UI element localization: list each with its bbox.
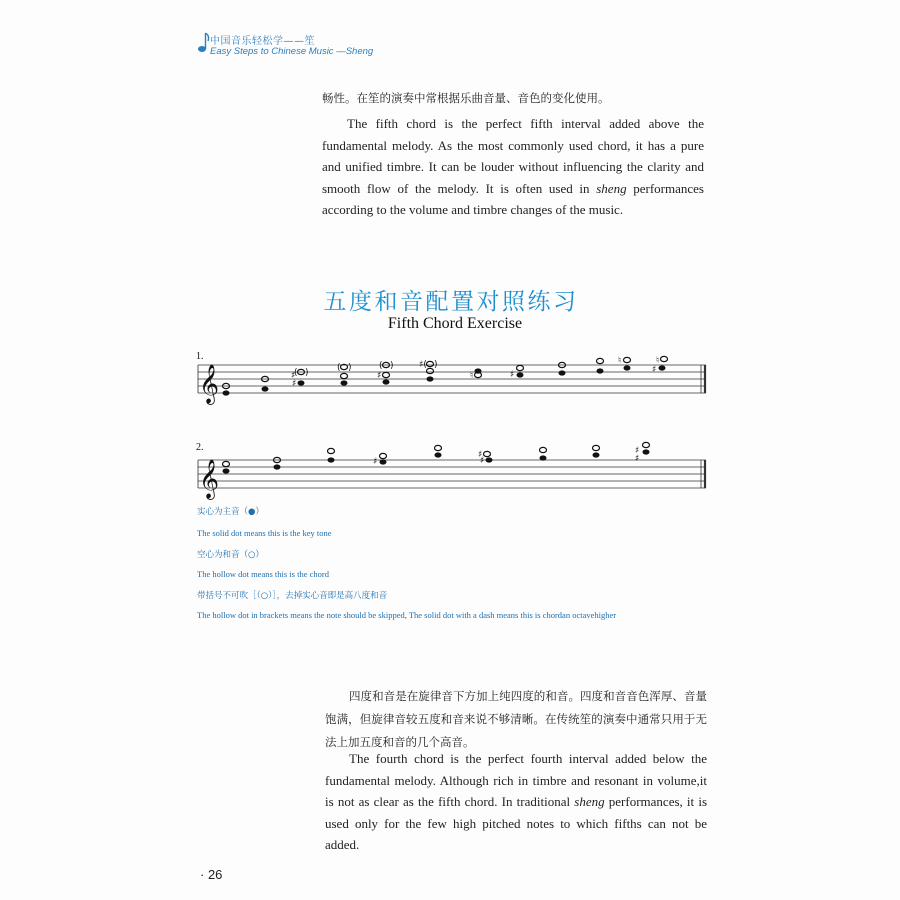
svg-text:): ) bbox=[348, 363, 352, 373]
music-note-icon bbox=[197, 30, 211, 54]
svg-text:♯: ♯ bbox=[510, 370, 515, 380]
svg-text:♯: ♯ bbox=[635, 454, 640, 464]
treble-clef-icon: 𝄞 bbox=[199, 364, 220, 404]
score-line2-label: 2. bbox=[196, 442, 204, 453]
paragraph2-en: The fourth chord is the perfect fourth interval added below the fundamental melody. Although rich in timbre and resonant in volume,it is not as clear as the fifth chord. In traditional sheng performances, it is used only for the few high pitched notes to which fifths can not be added. bbox=[325, 751, 708, 852]
staff-line2 bbox=[198, 460, 706, 488]
running-header bbox=[197, 30, 437, 60]
svg-text:♮: ♮ bbox=[470, 371, 474, 381]
svg-text:): ) bbox=[434, 360, 438, 370]
legend-hollow-cn: 空心为和音（○） bbox=[197, 550, 264, 560]
svg-text:(: ( bbox=[379, 361, 383, 371]
notes-line2 bbox=[223, 442, 650, 473]
section-title-en: Fifth Chord Exercise bbox=[387, 315, 523, 332]
svg-text:♯: ♯ bbox=[373, 457, 378, 467]
svg-text:♯: ♯ bbox=[478, 450, 483, 460]
music-score bbox=[190, 340, 710, 500]
notes-line1 bbox=[223, 356, 668, 396]
sheng-term: sheng bbox=[596, 180, 627, 196]
paragraph1-cn: 畅性。在笙的演奏中常根据乐曲音量、音色的变化使用。 bbox=[322, 91, 610, 105]
legend-solid-en: The solid dot means this is the key tone bbox=[197, 528, 332, 538]
paragraph2-cn: 四度和音是在旋律音下方加上纯四度的和音。四度和音音色浑厚、音量饱满，但旋律音较五度和音来说不够清晰。在传统笙的演奏中通常只用于无法上加五度和音的几个高音。 bbox=[325, 689, 707, 749]
svg-text:♯: ♯ bbox=[652, 365, 657, 375]
svg-text:♯: ♯ bbox=[635, 446, 640, 456]
page-number: · 26 bbox=[200, 867, 223, 882]
legend-solid-cn: 实心为主音（●） bbox=[197, 507, 264, 517]
svg-text:♯: ♯ bbox=[377, 371, 382, 381]
header-title-cn: 中国音乐轻松学——笙 bbox=[210, 36, 315, 47]
treble-clef-icon: 𝄞 bbox=[199, 459, 220, 499]
sheng-term: sheng bbox=[574, 794, 605, 809]
legend-bracket-en: The hollow dot in brackets means the note should be skipped, The solid dot with a dash means this is chordan octavehigher bbox=[197, 610, 617, 620]
svg-text:♯: ♯ bbox=[480, 456, 485, 466]
header-title-en: Easy Steps to Chinese Music —Sheng bbox=[210, 46, 374, 57]
svg-text:(: ( bbox=[337, 363, 341, 373]
legend-hollow-en: The hollow dot means this is the chord bbox=[197, 569, 329, 579]
svg-text:♮: ♮ bbox=[656, 356, 660, 366]
svg-text:♯: ♯ bbox=[292, 379, 297, 389]
svg-text:): ) bbox=[390, 361, 394, 371]
svg-text:(: ( bbox=[294, 368, 298, 378]
svg-text:♯(: ♯( bbox=[419, 360, 427, 370]
svg-text:♮: ♮ bbox=[618, 356, 622, 366]
svg-text:): ) bbox=[305, 368, 309, 378]
score-line1-label: 1. bbox=[196, 351, 204, 362]
paragraph1-en: The fifth chord is the perfect fifth interval added above the fundamental melody. As the most commonly used chord, it has a pure and unified timbre. It can be louder without influencing the clarity and smooth flow of the melody. It is often used in sheng performances according to the volume and timbre changes of the music. bbox=[322, 116, 704, 217]
svg-text:♯: ♯ bbox=[291, 371, 296, 381]
section-title-cn: 五度和音配置对照练习 bbox=[323, 289, 579, 315]
legend-bracket-cn: 带括号不可吹［（○）］，去掉实心音即是高八度和音 bbox=[197, 591, 388, 601]
